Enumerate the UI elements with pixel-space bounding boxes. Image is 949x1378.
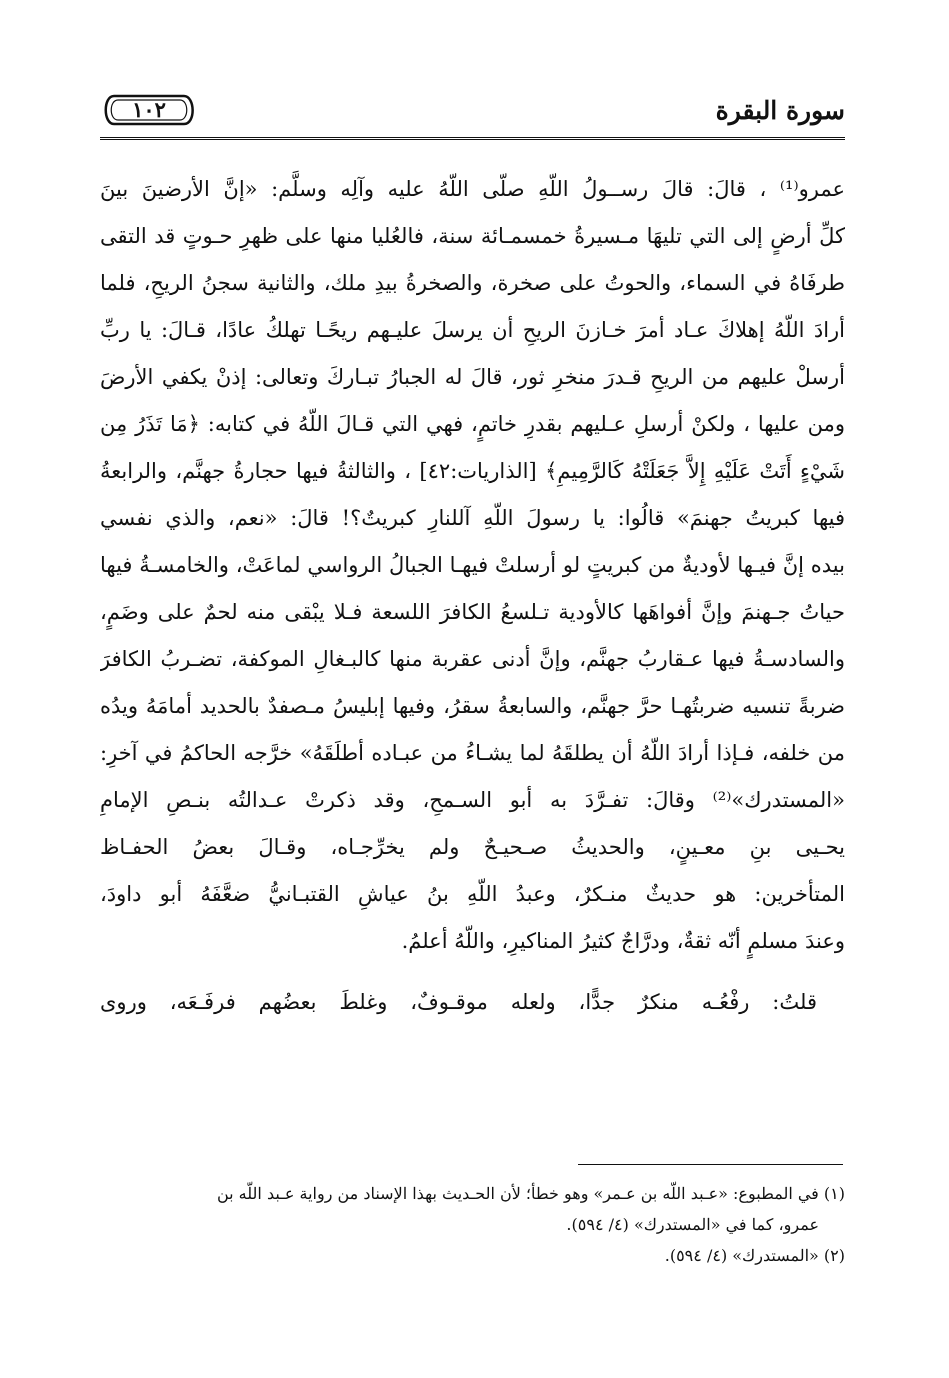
text-line: فيها كبريتُ جهنمَ» قالُوا: يا رسولَ اللّهِ آللنارِ كبريتٌ؟! قالَ: «نعم، والذي نفسي (100, 506, 845, 530)
text-line: «المستدرك»⁽²⁾ وقالَ: تفـرَّدَ به أبو السـمحِ، وقد ذكرتْ عـدالتُه بنـصِ الإمامِ (100, 788, 845, 812)
paragraph-gap (100, 965, 845, 979)
page-header (100, 88, 845, 140)
footnote-line: (١) في المطبوع: «عـبد اللّه بن عـمر» وهو خطأ؛ لأن الحـديث بهذا الإسناد من رواية عـبد اللّه بن (216, 1184, 845, 1203)
text-line: المتأخرين: هو حديثٌ منـكرٌ، وعبدُ اللّهِ بنُ عياشِ القتبـانيُّ ضعَّفَهُ أبو داودَ، (100, 882, 845, 906)
text-line: بيده إنَّ فيـها لأوديةٌ من كبريتٍ لو أرسلتْ فيهـا الجبالُ الرواسي لماعَتْ، والخامسـةُ فيها (100, 553, 845, 577)
page-number-badge (100, 92, 198, 128)
text-line: أرادَ اللّهُ إهلاكَ عـاد أمرَ خـازنَ الريحِ أن يرسلَ عليـهم ريحًـا تهلكُ عادًا، قـالَ: يا ربِّ (100, 318, 845, 342)
footnotes (100, 1178, 845, 1271)
text-line: والسادسـةُ فيها عـقاربُ جهنَّم، وإنَّ أدنى عقربة منها كالبـغالِ الموكفة، تضـربُ الكافرَ (100, 647, 845, 671)
text-line: قلتُ: رفْعُـه منكرٌ جدًّا، ولعله موقـوفٌ، وغلطَ بعضُهم فرفَـعَه، وروى (100, 990, 817, 1014)
text-line: ومن عليها ، ولكنْ أرسلِ عـليهم بقدرِ خاتمٍ، فهي التي قـالَ اللّهُ في كتابه: ﴿مَا تَذَرُ مِن (100, 412, 845, 436)
text-line: طرفَاهُ في السماء، والحوتُ على صخرة، والصخرةُ بيدِ ملك، والثانية سجنُ الريحِ، فلما (100, 271, 845, 295)
main-text (100, 166, 845, 1026)
text-line: ضربةً تنسيه ضربتُهـا حرَّ جهنَّم، والسابعةُ سقرُ، وفيها إبليسُ مـصفدٌ بالحديد أمامَهُ ويدُه (100, 694, 845, 718)
text-line: كلِّ أرضٍ إلى التي تليهَا مـسيرةُ خمسمـائة سنة، فالعُليا منها على ظهرِ حـوتٍ قد التقى (100, 224, 845, 248)
header-rule (100, 137, 845, 140)
text-line: أرسلْ عليهم من الريحِ قـدرَ منخرِ ثور، قالَ له الجبارُ تبـاركَ وتعالى: إذنْ يكفي الأرضَ (100, 365, 845, 389)
text-line: وعندَ مسلمٍ أنّه ثقةٌ، ودرَّاجٌ كثيرُ المناكيرِ، واللّهُ أعلمُ. (401, 929, 845, 953)
text-line: يحـيى بنِ معـينٍ، والحديثُ صـحيـحٌ ولم يخرِّجـاه، وقـالَ بعضُ الحفـاظ (100, 835, 845, 859)
footnote-separator (578, 1164, 843, 1165)
page-number: ١٠٢ (132, 97, 166, 122)
footnote-line: عمرو، كما في «المستدرك» (٤/ ٥٩٤). (566, 1215, 819, 1234)
text-line: حياتُ جـهنمَ وإنَّ أفواهَها كالأودية تـلسعُ الكافرَ اللسعة فـلا يبْقى منه لحمٌ على وضَمٍ، (100, 600, 845, 624)
footnote-line: (٢) «المستدرك» (٤/ ٥٩٤). (664, 1246, 845, 1265)
text-line: شَيْءٍ أَتَتْ عَلَيْهِ إِلاَّ جَعَلَتْهُ كَالرَّمِيمِ﴾ [الذاريات:٤٢] ، والثالثةُ فيها حجارةُ جهنَّم، والرابعةُ (100, 459, 845, 483)
text-line: من خلفه، فـإذا أرادَ اللّهُ أن يطلقَهُ لما يشـاءُ من عبـاده أطلَقَهُ» خرَّجه الحاكمُ في آخرِ: (100, 741, 845, 765)
surah-title: سورة البقرة (715, 96, 845, 125)
text-line: عمرو⁽¹⁾ ، قالَ: قالَ رســولُ اللّهِ صلّى اللّهُ عليه وآلِه وسلَّم: «إنَّ الأرضينَ بينَ (100, 177, 845, 201)
